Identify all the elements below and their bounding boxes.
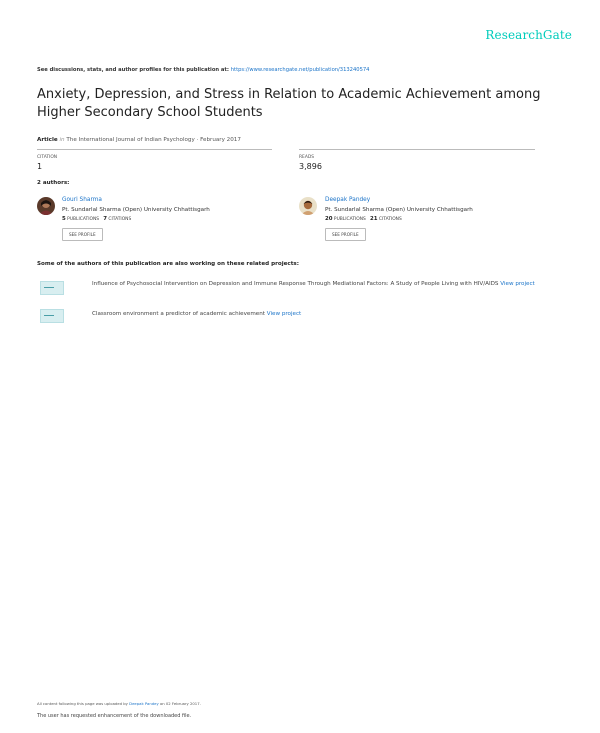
citation-label: CITATION bbox=[37, 155, 58, 160]
article-venue: The International Journal of Indian Psychology · February 2017 bbox=[66, 137, 241, 143]
reads-divider bbox=[299, 149, 535, 150]
view-project-link[interactable]: View project bbox=[266, 311, 302, 317]
author-stats bbox=[325, 216, 402, 222]
uploader-link[interactable]: Deepak Pandey bbox=[129, 701, 159, 706]
avatar-photo-icon bbox=[299, 197, 317, 215]
article-type: Article bbox=[37, 137, 58, 143]
article-in: in bbox=[59, 137, 65, 143]
citation-divider bbox=[37, 149, 272, 150]
citations-label: CITATIONS bbox=[108, 217, 132, 222]
see-discussions-text: See discussions, stats, and author profiles for this publication at: bbox=[37, 67, 229, 73]
see-profile-button[interactable]: SEE PROFILE bbox=[62, 228, 103, 241]
article-info bbox=[37, 137, 241, 143]
avatar-photo-icon bbox=[37, 197, 55, 215]
thumbnail-graphic bbox=[44, 287, 54, 288]
view-project-link[interactable]: View project bbox=[500, 281, 535, 287]
avatar-deepak-pandey[interactable] bbox=[299, 197, 317, 215]
author-stats bbox=[62, 216, 131, 222]
authors-heading: 2 authors: bbox=[37, 180, 70, 186]
publications-label: PUBLICATIONS bbox=[333, 217, 366, 222]
citations-count: 7 bbox=[103, 216, 107, 222]
project-title: Classroom environment a predictor of academic achievement bbox=[92, 311, 265, 317]
author-affiliation: Pt. Sundarlal Sharma (Open) University Chhattisgarh bbox=[62, 207, 210, 213]
researchgate-logo[interactable]: ResearchGate bbox=[485, 28, 572, 42]
citation-value: 1 bbox=[37, 162, 43, 171]
reads-value: 3,896 bbox=[299, 162, 322, 171]
author-affiliation: Pt. Sundarlal Sharma (Open) University Chhattisgarh bbox=[325, 207, 473, 213]
reads-label: READS bbox=[299, 155, 314, 160]
project-item bbox=[92, 280, 562, 288]
author-name-deepak-pandey[interactable]: Deepak Pandey bbox=[325, 197, 371, 203]
thumbnail-graphic bbox=[44, 315, 54, 316]
see-profile-button[interactable]: SEE PROFILE bbox=[325, 228, 366, 241]
project-thumbnail[interactable] bbox=[40, 309, 64, 323]
see-discussions-line bbox=[37, 67, 369, 73]
publications-count: 20 bbox=[325, 216, 333, 222]
avatar-gouri-sharma[interactable] bbox=[37, 197, 55, 215]
enhancement-note: The user has requested enhancement of the downloaded file. bbox=[37, 713, 192, 719]
project-thumbnail[interactable] bbox=[40, 281, 64, 295]
related-projects-heading: Some of the authors of this publication are also working on these related projects: bbox=[37, 261, 299, 267]
upload-suffix: on 02 February 2017. bbox=[159, 701, 201, 706]
upload-prefix: All content following this page was uploaded by bbox=[37, 701, 128, 706]
project-title: Influence of Psychosocial Intervention on Depression and Immune Response Through Mediational Factors: A Study of People Living with HIV/AIDS bbox=[92, 281, 499, 287]
upload-info bbox=[37, 701, 201, 706]
author-name-gouri-sharma[interactable]: Gouri Sharma bbox=[62, 197, 102, 203]
citations-label: CITATIONS bbox=[378, 217, 402, 222]
publications-count: 5 bbox=[62, 216, 66, 222]
paper-title: Anxiety, Depression, and Stress in Relation to Academic Achievement among Higher Secondary School Students bbox=[37, 87, 541, 120]
project-item bbox=[92, 310, 562, 318]
publication-url-link[interactable]: https://www.researchgate.net/publication/313240574 bbox=[230, 67, 370, 73]
publications-label: PUBLICATIONS bbox=[67, 217, 100, 222]
citations-count: 21 bbox=[369, 216, 378, 222]
